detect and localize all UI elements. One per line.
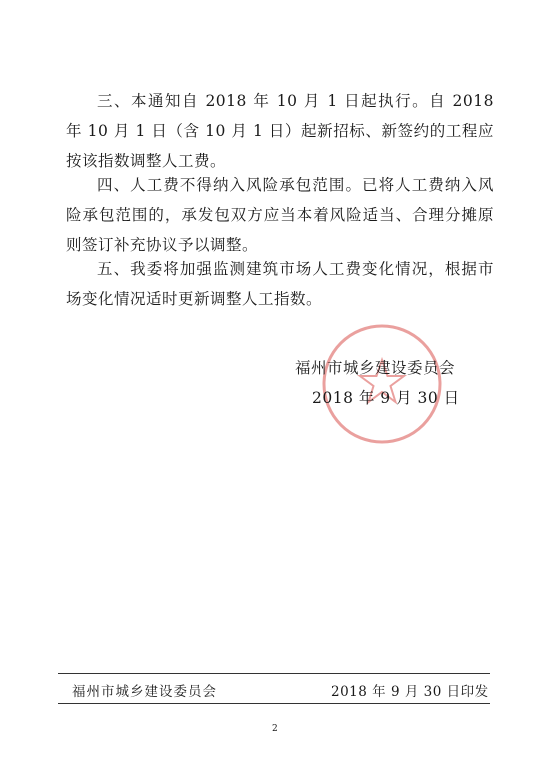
footer-issuer: 福州市城乡建设委员会: [72, 684, 217, 700]
signature-date: 2018 年 9 月 30 日: [312, 389, 460, 407]
signature-organization: 福州市城乡建设委员会: [295, 359, 456, 377]
footer-top-rule: [58, 673, 490, 674]
official-seal-icon: [318, 320, 446, 448]
paragraph-3: 三、本通知自 2018 年 10 月 1 日起执行。自 2018 年 10 月 1 日（含 10 月 1 日）起新招标、新签约的工程应按该指数调整人工费。: [66, 92, 494, 170]
footer-issue-date: 2018 年 9 月 30 日印发: [331, 684, 489, 700]
page-number: 2: [272, 724, 278, 734]
footer-bottom-rule: [58, 703, 490, 704]
paragraph-4: 四、人工费不得纳入风险承包范围。已将人工费纳入风险承包范围的，承发包双方应当本着风险适当、合理分摊原则签订补充协议予以调整。: [66, 176, 494, 254]
paragraph-5: 五、我委将加强监测建筑市场人工费变化情况，根据市场变化情况适时更新调整人工指数。: [66, 260, 494, 308]
